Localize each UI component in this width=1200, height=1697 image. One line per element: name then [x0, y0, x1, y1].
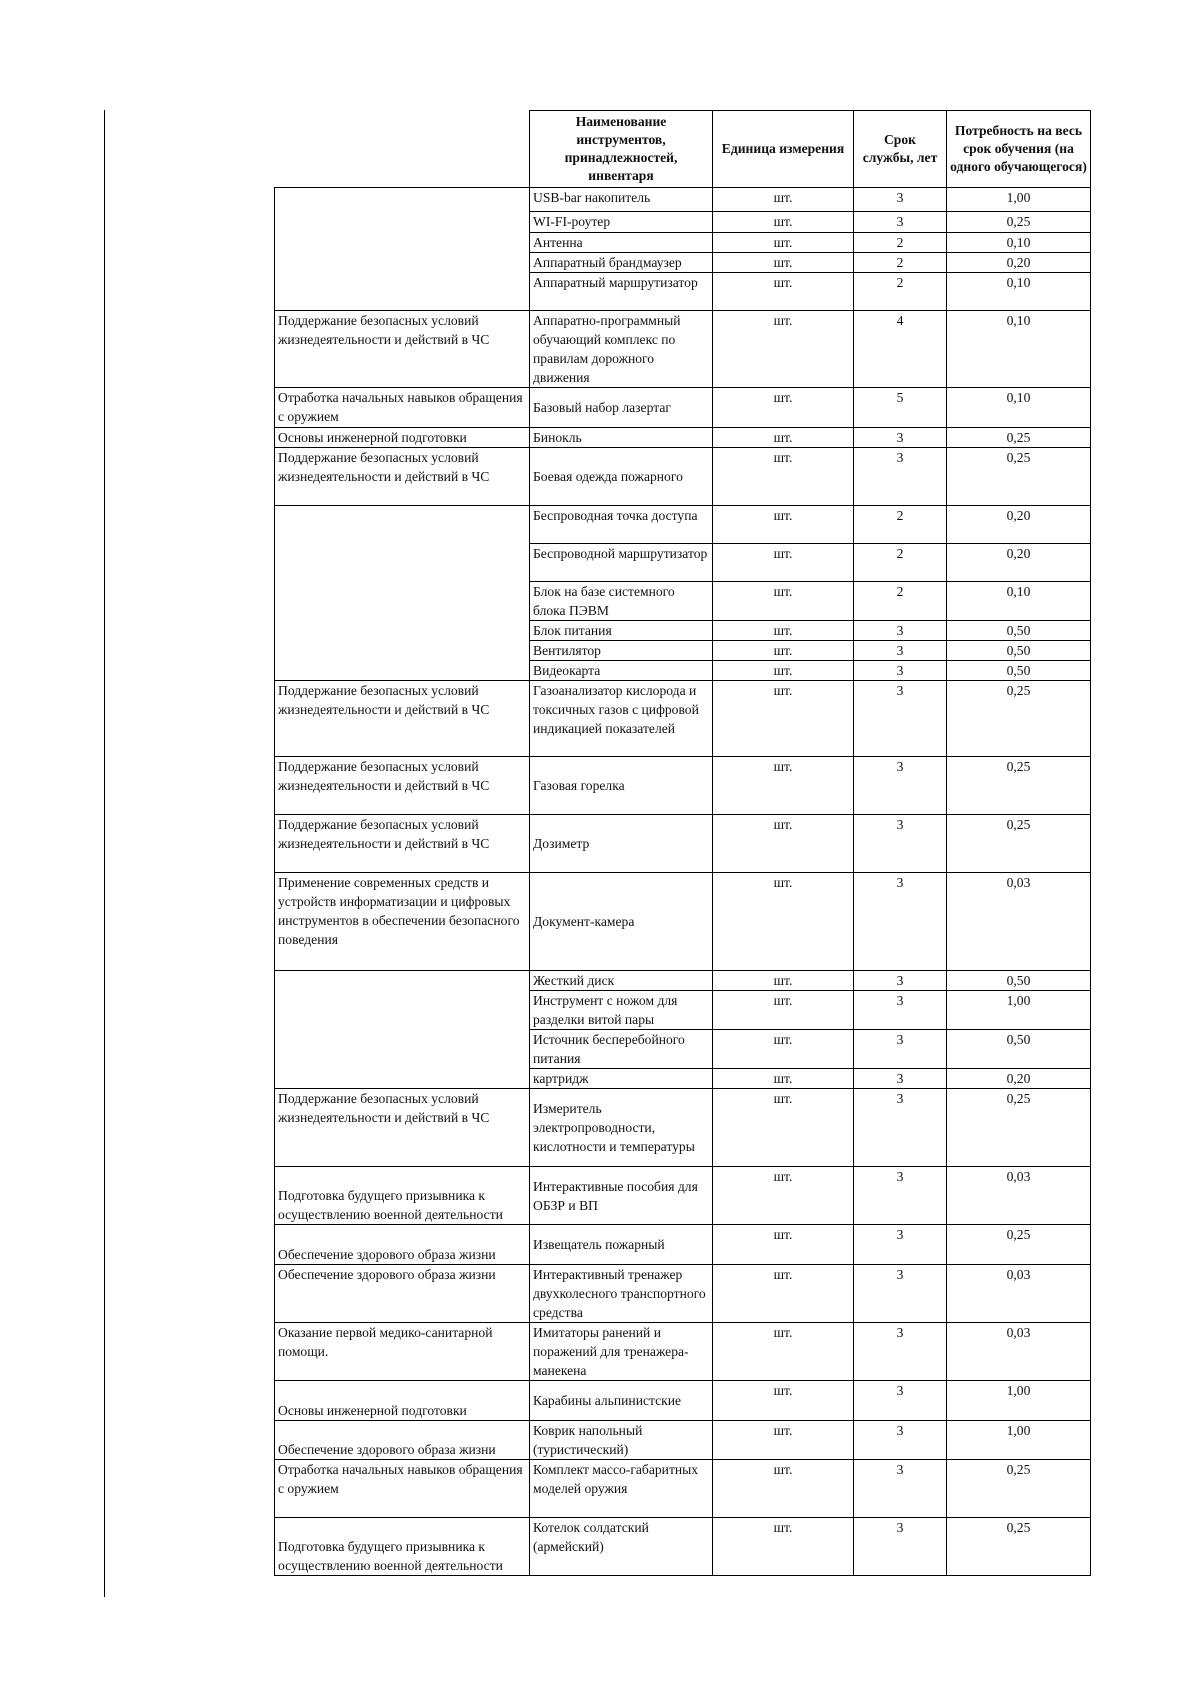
need-cell: 0,20 — [947, 544, 1091, 582]
unit-cell: шт. — [713, 757, 854, 815]
item-name-cell: Источник бесперебойного питания — [530, 1030, 713, 1069]
item-name-cell: Котелок солдатский (армейский) — [530, 1518, 713, 1576]
item-name-cell: Антенна — [530, 233, 713, 253]
table-body — [275, 188, 1091, 1576]
unit-cell: шт. — [713, 641, 854, 661]
unit-cell: шт. — [713, 1225, 854, 1265]
life-cell: 2 — [854, 506, 947, 544]
life-cell: 3 — [854, 1030, 947, 1069]
item-name-cell: Бинокль — [530, 428, 713, 448]
unit-cell: шт. — [713, 681, 854, 757]
item-name-cell: Боевая одежда пожарного — [530, 448, 713, 506]
table-row — [275, 1381, 1091, 1421]
need-cell: 0,20 — [947, 506, 1091, 544]
life-cell: 3 — [854, 1069, 947, 1089]
unit-cell: шт. — [713, 621, 854, 641]
section-cell: Поддержание безопасных условий жизнедеятельности и действий в ЧС — [275, 757, 530, 815]
need-cell: 0,25 — [947, 1518, 1091, 1576]
unit-cell: шт. — [713, 1460, 854, 1518]
unit-cell: шт. — [713, 1069, 854, 1089]
unit-cell: шт. — [713, 1030, 854, 1069]
life-cell: 2 — [854, 233, 947, 253]
table-row — [275, 815, 1091, 873]
section-cell: Поддержание безопасных условий жизнедеятельности и действий в ЧС — [275, 448, 530, 506]
table-row — [275, 757, 1091, 815]
item-name-cell: Аппаратный брандмаузер — [530, 253, 713, 273]
life-cell: 3 — [854, 757, 947, 815]
life-cell: 3 — [854, 815, 947, 873]
table-row — [275, 428, 1091, 448]
header-life: Срок службы, лет — [854, 111, 947, 188]
section-cell: Применение современных средств и устройств информатизации и цифровых инструментов в обеспечении безопасного поведения — [275, 873, 530, 971]
unit-cell: шт. — [713, 815, 854, 873]
life-cell: 3 — [854, 1381, 947, 1421]
need-cell: 1,00 — [947, 991, 1091, 1030]
unit-cell: шт. — [713, 388, 854, 428]
need-cell: 0,50 — [947, 641, 1091, 661]
table-row — [275, 1265, 1091, 1323]
table-row — [275, 1225, 1091, 1265]
table-row — [275, 188, 1091, 212]
section-cell — [275, 188, 530, 311]
life-cell: 3 — [854, 188, 947, 212]
unit-cell: шт. — [713, 544, 854, 582]
item-name-cell: Аппаратный маршрутизатор — [530, 273, 713, 311]
section-cell: Оказание первой медико-санитарной помощи. — [275, 1323, 530, 1381]
unit-cell: шт. — [713, 188, 854, 212]
need-cell: 0,10 — [947, 273, 1091, 311]
need-cell: 0,03 — [947, 1167, 1091, 1225]
item-name-cell: Извещатель пожарный — [530, 1225, 713, 1265]
unit-cell: шт. — [713, 582, 854, 621]
life-cell: 3 — [854, 971, 947, 991]
need-cell: 1,00 — [947, 1421, 1091, 1460]
need-cell: 0,50 — [947, 621, 1091, 641]
life-cell: 3 — [854, 681, 947, 757]
life-cell: 3 — [854, 212, 947, 233]
life-cell: 3 — [854, 621, 947, 641]
item-name-cell: Вентилятор — [530, 641, 713, 661]
unit-cell: шт. — [713, 428, 854, 448]
life-cell: 3 — [854, 1225, 947, 1265]
need-cell: 0,20 — [947, 253, 1091, 273]
need-cell: 0,10 — [947, 388, 1091, 428]
need-cell: 0,10 — [947, 233, 1091, 253]
life-cell: 3 — [854, 1089, 947, 1167]
unit-cell: шт. — [713, 233, 854, 253]
section-cell: Поддержание безопасных условий жизнедеятельности и действий в ЧС — [275, 815, 530, 873]
section-cell: Подготовка будущего призывника к осуществлению военной деятельности — [275, 1167, 530, 1225]
unit-cell: шт. — [713, 212, 854, 233]
section-cell: Поддержание безопасных условий жизнедеятельности и действий в ЧС — [275, 311, 530, 388]
item-name-cell: Комплект массо-габаритных моделей оружия — [530, 1460, 713, 1518]
section-cell — [275, 971, 530, 1089]
need-cell: 0,25 — [947, 448, 1091, 506]
life-cell: 3 — [854, 1421, 947, 1460]
table-row — [275, 311, 1091, 388]
table-row — [275, 1460, 1091, 1518]
section-cell: Отработка начальных навыков обращения с оружием — [275, 1460, 530, 1518]
need-cell: 0,03 — [947, 1323, 1091, 1381]
life-cell: 3 — [854, 873, 947, 971]
header-unit: Единица измерения — [713, 111, 854, 188]
life-cell: 5 — [854, 388, 947, 428]
need-cell: 0,25 — [947, 428, 1091, 448]
life-cell: 2 — [854, 544, 947, 582]
life-cell: 3 — [854, 991, 947, 1030]
need-cell: 0,10 — [947, 582, 1091, 621]
unit-cell: шт. — [713, 991, 854, 1030]
life-cell: 2 — [854, 273, 947, 311]
life-cell: 3 — [854, 1265, 947, 1323]
need-cell: 0,50 — [947, 661, 1091, 681]
unit-cell: шт. — [713, 506, 854, 544]
item-name-cell: WI-FI-роутер — [530, 212, 713, 233]
item-name-cell: Беспроводная точка доступа — [530, 506, 713, 544]
need-cell: 0,25 — [947, 1225, 1091, 1265]
item-name-cell: Измеритель электропроводности, кислотности и температуры — [530, 1089, 713, 1167]
item-name-cell: Карабины альпинистские — [530, 1381, 713, 1421]
life-cell: 3 — [854, 661, 947, 681]
item-name-cell: Интерактивные пособия для ОБЗР и ВП — [530, 1167, 713, 1225]
header-section-blank — [275, 111, 530, 188]
need-cell: 0,25 — [947, 212, 1091, 233]
life-cell: 3 — [854, 1167, 947, 1225]
item-name-cell: картридж — [530, 1069, 713, 1089]
need-cell: 1,00 — [947, 1381, 1091, 1421]
item-name-cell: Аппаратно-программный обучающий комплекс по правилам дорожного движения — [530, 311, 713, 388]
need-cell: 0,10 — [947, 311, 1091, 388]
item-name-cell: Коврик напольный (туристический) — [530, 1421, 713, 1460]
unit-cell: шт. — [713, 253, 854, 273]
unit-cell: шт. — [713, 1089, 854, 1167]
life-cell: 3 — [854, 1460, 947, 1518]
header-need: Потребность на весь срок обучения (на одного обучающегося) — [947, 111, 1091, 188]
header-name: Наименование инструментов, принадлежностей, инвентаря — [530, 111, 713, 188]
table-row — [275, 1421, 1091, 1460]
need-cell: 0,25 — [947, 1089, 1091, 1167]
need-cell: 0,03 — [947, 873, 1091, 971]
need-cell: 0,25 — [947, 681, 1091, 757]
table-row — [275, 388, 1091, 428]
inventory-table — [274, 110, 1091, 1576]
life-cell: 3 — [854, 1323, 947, 1381]
page-margin-line — [104, 110, 105, 1597]
unit-cell: шт. — [713, 971, 854, 991]
table-row — [275, 873, 1091, 971]
unit-cell: шт. — [713, 448, 854, 506]
item-name-cell: Базовый набор лазертаг — [530, 388, 713, 428]
life-cell: 3 — [854, 448, 947, 506]
life-cell: 2 — [854, 253, 947, 273]
table-row — [275, 448, 1091, 506]
unit-cell: шт. — [713, 873, 854, 971]
need-cell: 0,25 — [947, 1460, 1091, 1518]
section-cell: Обеспечение здорового образа жизни — [275, 1265, 530, 1323]
item-name-cell: Жесткий диск — [530, 971, 713, 991]
table-row — [275, 1518, 1091, 1576]
unit-cell: шт. — [713, 1323, 854, 1381]
section-cell: Отработка начальных навыков обращения с оружием — [275, 388, 530, 428]
item-name-cell: Видеокарта — [530, 661, 713, 681]
unit-cell: шт. — [713, 1421, 854, 1460]
table-row — [275, 506, 1091, 544]
unit-cell: шт. — [713, 661, 854, 681]
item-name-cell: Газовая горелка — [530, 757, 713, 815]
item-name-cell: Имитаторы ранений и поражений для тренажера-манекена — [530, 1323, 713, 1381]
unit-cell: шт. — [713, 1518, 854, 1576]
table-row — [275, 971, 1091, 991]
need-cell: 0,25 — [947, 815, 1091, 873]
life-cell: 3 — [854, 428, 947, 448]
unit-cell: шт. — [713, 1381, 854, 1421]
item-name-cell: USB-bar накопитель — [530, 188, 713, 212]
section-cell: Поддержание безопасных условий жизнедеятельности и действий в ЧС — [275, 681, 530, 757]
table-row — [275, 1323, 1091, 1381]
need-cell: 0,50 — [947, 1030, 1091, 1069]
section-cell — [275, 506, 530, 681]
section-cell: Обеспечение здорового образа жизни — [275, 1225, 530, 1265]
item-name-cell: Блок питания — [530, 621, 713, 641]
life-cell: 3 — [854, 641, 947, 661]
life-cell: 3 — [854, 1518, 947, 1576]
item-name-cell: Дозиметр — [530, 815, 713, 873]
section-cell: Основы инженерной подготовки — [275, 428, 530, 448]
table-row — [275, 681, 1091, 757]
need-cell: 0,50 — [947, 971, 1091, 991]
item-name-cell: Инструмент с ножом для разделки витой пары — [530, 991, 713, 1030]
table-row — [275, 1089, 1091, 1167]
item-name-cell: Блок на базе системного блока ПЭВМ — [530, 582, 713, 621]
table-row — [275, 1167, 1091, 1225]
unit-cell: шт. — [713, 1167, 854, 1225]
item-name-cell: Беспроводной маршрутизатор — [530, 544, 713, 582]
unit-cell: шт. — [713, 311, 854, 388]
need-cell: 0,20 — [947, 1069, 1091, 1089]
item-name-cell: Газоанализатор кислорода и токсичных газов с цифровой индикацией показателей — [530, 681, 713, 757]
item-name-cell: Документ-камера — [530, 873, 713, 971]
need-cell: 0,25 — [947, 757, 1091, 815]
section-cell: Обеспечение здорового образа жизни — [275, 1421, 530, 1460]
section-cell: Подготовка будущего призывника к осуществлению военной деятельности — [275, 1518, 530, 1576]
life-cell: 2 — [854, 582, 947, 621]
life-cell: 4 — [854, 311, 947, 388]
table-header-row — [275, 111, 1091, 188]
unit-cell: шт. — [713, 273, 854, 311]
unit-cell: шт. — [713, 1265, 854, 1323]
section-cell: Основы инженерной подготовки — [275, 1381, 530, 1421]
item-name-cell: Интерактивный тренажер двухколесного транспортного средства — [530, 1265, 713, 1323]
need-cell: 0,03 — [947, 1265, 1091, 1323]
need-cell: 1,00 — [947, 188, 1091, 212]
section-cell: Поддержание безопасных условий жизнедеятельности и действий в ЧС — [275, 1089, 530, 1167]
